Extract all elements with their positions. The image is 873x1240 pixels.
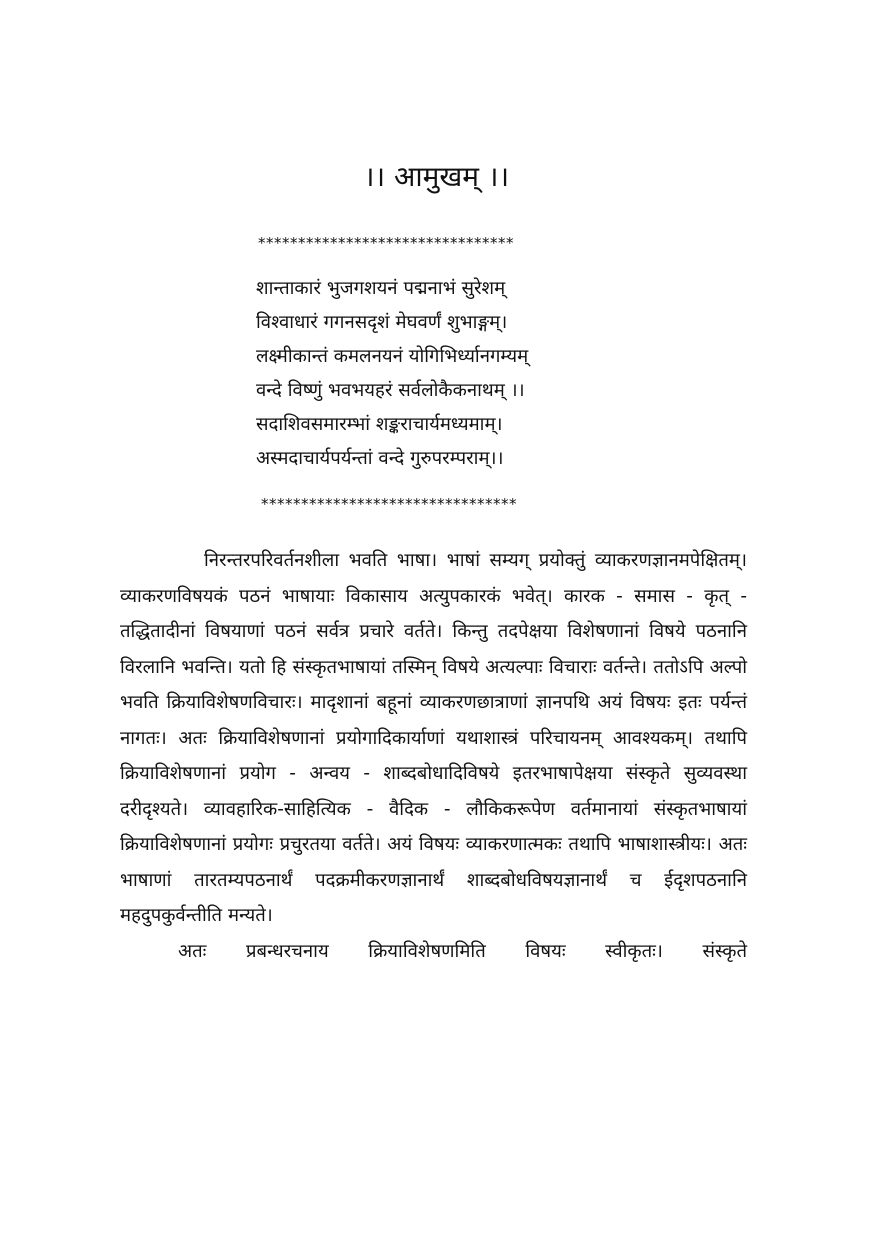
verse-line-1: शान्ताकारं भुजगशयनं पद्मनाभं सुरेशम् [256,278,506,299]
verse-line-3: लक्ष्मीकान्तं कमलनयनं योगिभिर्ध्यानगम्यम् [256,346,529,367]
paragraph-1: निरन्तरपरिवर्तनशीला भवति भाषा। भाषां सम्यग् प्रयोक्तुं व्याकरणज्ञानमपेक्षितम्। व्याकरणविषयकं पठनं भाषायाः विकासाय अत्युपकारकं भवेत्। कारक - समास - कृत् - तद्धितादीनां विषयाणां पठनं सर्वत्र प्रचारे वर्तते। किन्तु तदपेक्षया विशेषणानां विषये पठनानि विरलानि भवन्ति। यतो हि संस्कृतभाषायां तस्मिन् विषये अत्यल्पाः विचाराः वर्तन्ते। ततोऽपि अल्पो भवति क्रियाविशेषणविचारः। मादृशानां बहूनां व्याकरणछात्राणां ज्ञानपथि अयं विषयः इतः पर्यन्तं नागतः। अतः क्रियाविशेषणानां प्रयोगादिकार्याणां यथाशास्त्रं परिचायनम् आवश्यकम्। तथापि क्रियाविशेषणानां प्रयोग - अन्वय - शाब्दबोधादिविषये इतरभाषापेक्षया संस्कृते सुव्यवस्था दरीदृश्यते। व्यावहारिक-साहित्यिक - वैदिक - लौकिकरूपेण वर्तमानायां संस्कृतभाषायां क्रियाविशेषणानां प्रयोगः प्रचुरतया वर्तते। अयं विषयः व्याकरणात्मकः तथापि भाषाशास्त्रीयः। अतः भाषाणां तारतम्यपठनार्थं पदक्रमीकरणज्ञानार्थं शाब्दबोधविषयज्ञानार्थं च ईदृशपठनानि महदुपकुर्वन्तीति मन्यते। [120,550,747,926]
page-title: ।। आमुखम् ।। [363,160,510,193]
verse-line-4: वन्दे विष्णुं भवभयहरं सर्वलोकैकनाथम् ।। [256,380,525,401]
prose-body [120,543,747,969]
verse-block [256,272,776,476]
separator-top: ******************************** [258,234,514,252]
separator-bottom: ******************************** [261,495,517,513]
verse-line-2: विश्वाधारं गगनसदृशं मेघवर्णं शुभाङ्गम्। [256,312,508,333]
verse-line-5: सदाशिवसमारम्भां शङ्कराचार्यमध्यमाम्। [256,414,503,435]
verse-line-6: अस्मदाचार्यपर्यन्तां वन्दे गुरुपरम्पराम्।। [256,448,504,469]
paragraph-2: अतः प्रबन्धरचनाय क्रियाविशेषणमिति विषयः स्वीकृतः। संस्कृते [178,940,747,962]
